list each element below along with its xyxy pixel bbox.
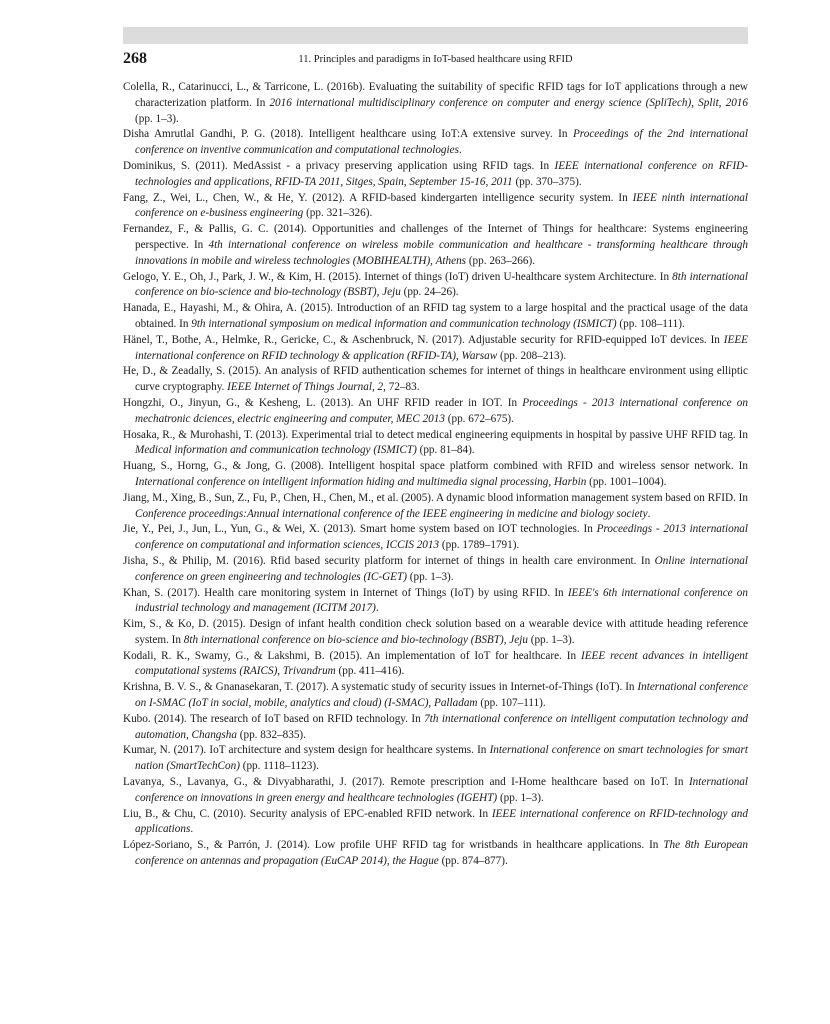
- reference-source: IEEE international conference on RFID-technology and applications: [135, 807, 748, 836]
- reference-entry: [123, 459, 748, 491]
- reference-text: Jisha, S., & Philip, M. (2016). Rfid based security platform for internet of things in health care environment. In: [123, 554, 655, 567]
- reference-text: (pp. 81–84).: [416, 444, 475, 457]
- reference-source: 7th international conference on intelligent computation technology and automation, Changsha: [135, 712, 749, 741]
- reference-entry: [123, 712, 748, 744]
- reference-text: Hosaka, R., & Murohashi, T. (2013). Experimental trial to detect medical engineering equipments in hospital by passive UHF RFID tag. In: [123, 428, 748, 441]
- reference-entry: [123, 743, 748, 775]
- reference-text: (pp. 672–675).: [444, 412, 514, 425]
- reference-text: López-Soriano, S., & Parrón, J. (2014). Low profile UHF RFID tag for wristbands in healthcare applications. In: [123, 839, 664, 852]
- reference-text: .: [190, 823, 194, 836]
- reference-text: , 72–83.: [383, 381, 420, 394]
- reference-entry: [123, 586, 748, 618]
- reference-entry: [123, 191, 748, 223]
- reference-text: .: [458, 144, 462, 157]
- reference-entry: [123, 775, 748, 807]
- reference-text: (pp. 370–375).: [512, 175, 582, 188]
- reference-source: Medical information and communication technology (ISMICT): [135, 444, 417, 457]
- running-title: 11. Principles and paradigms in IoT-based healthcare using RFID: [298, 54, 573, 65]
- reference-text: .: [647, 507, 651, 520]
- reference-text: (pp. 874–877).: [438, 855, 508, 868]
- reference-entry: [123, 127, 748, 159]
- reference-source: 8th international conference on bio-science and bio-technology (BSBT), Jeju: [183, 633, 528, 646]
- reference-entry: [123, 270, 748, 302]
- reference-text: .: [375, 602, 379, 615]
- reference-text: (pp. 108–111).: [616, 317, 685, 330]
- reference-source: IEEE international conference on RFID-technologies and applications, RFID-TA 2011, Sitges, Spain, September 15-16, 2011: [135, 159, 748, 188]
- reference-source: 4th international conference on wireless mobile communication and healthcare - transforming healthcare through innovations in mobile and wireless technologies (MOBIHEALTH), Athens: [135, 238, 748, 267]
- reference-text: (pp. 208–213).: [497, 349, 567, 362]
- reference-text: Kim, S., & Ko, D. (2015). Design of infant health condition check solution based on a wearable device with attitude heading reference system. In: [123, 618, 748, 646]
- reference-text: (pp. 24–26).: [400, 286, 459, 299]
- reference-text: (pp. 321–326).: [303, 207, 373, 220]
- reference-source: Conference proceedings:Annual international conference of the IEEE engineering in medicine and biology society: [135, 507, 648, 520]
- reference-source: IEEE recent advances in intelligent computational systems (RAICS), Trivandrum: [135, 649, 748, 678]
- reference-entry: [123, 333, 748, 365]
- reference-text: (pp. 1–3).: [527, 633, 575, 646]
- reference-text: Jie, Y., Pei, J., Jun, L., Yun, G., & Wei, X. (2013). Smart home system based on IOT technologies. In: [123, 523, 597, 536]
- reference-entry: [123, 522, 748, 554]
- reference-text: Lavanya, S., Lavanya, G., & Divyabharathi, J. (2017). Remote prescription and I-Home healthcare based on IoT. In: [123, 776, 689, 789]
- reference-text: (pp. 1–3).: [135, 112, 179, 125]
- reference-entry: [123, 364, 748, 396]
- reference-text: Huang, S., Horng, G., & Jong, G. (2008). Intelligent hospital space platform combined with RFID and wireless sensor network. In: [123, 460, 748, 473]
- reference-text: Krishna, B. V. S., & Gnanasekaran, T. (2017). A systematic study of security issues in Internet-of-Things (IoT). In: [123, 681, 638, 694]
- reference-entry: [123, 554, 748, 586]
- reference-text: Hanada, E., Hayashi, M., & Ohira, A. (2015). Introduction of an RFID tag system to a large hospital and the practical usage of the data obtained. In: [123, 302, 748, 330]
- reference-source: 8th international conference on bio-science and bio-technology (BSBT), Jeju: [135, 270, 749, 299]
- reference-source: Proceedings - 2013 international conference on mechatronic dciences, electric engineering and computer, MEC 2013: [135, 396, 748, 425]
- reference-text: (pp. 1789–1791).: [439, 539, 520, 552]
- reference-text: Hänel, T., Bothe, A., Helmke, R., Gericke, C., & Aschenbruck, N. (2017). Adjustable security for RFID-equipped IoT devices. In: [123, 333, 724, 346]
- reference-text: (pp. 107–111).: [477, 697, 546, 710]
- reference-source: Online international conference on green engineering and technologies (IC-GET): [135, 554, 748, 583]
- reference-entry: [123, 680, 748, 712]
- reference-text: Jiang, M., Xing, B., Sun, Z., Fu, P., Chen, H., Chen, M., et al. (2005). A dynamic blood information management system based on RFID. In: [123, 491, 748, 504]
- reference-text: He, D., & Zeadally, S. (2015). An analysis of RFID authentication schemes for internet of things in healthcare environment using elliptic curve cryptography.: [123, 365, 748, 394]
- reference-text: Dominikus, S. (2011). MedAssist - a privacy preserving application using RFID tags. In: [123, 159, 555, 172]
- reference-source: International conference on innovations in green energy and healthcare technologies (IGEHT): [135, 776, 748, 804]
- reference-entry: [123, 649, 748, 681]
- reference-entry: [123, 428, 748, 460]
- reference-source: 2016 international multidisciplinary conference on computer and energy science (SpliTech), Split, 2016: [269, 96, 748, 109]
- reference-text: (pp. 832–835).: [236, 728, 306, 741]
- reference-source: IEEE Internet of Things Journal, 2: [227, 381, 384, 394]
- reference-entry: [123, 159, 748, 191]
- reference-source: IEEE ninth international conference on e-business engineering: [135, 191, 748, 220]
- reference-text: Colella, R., Catarinucci, L., & Tarricone, L. (2016b). Evaluating the suitability of specific RFID tags for IoT applications through a new characterization platform. In: [123, 81, 748, 109]
- reference-source: International conference on intelligent information hiding and multimedia signal processing, Harbin: [135, 475, 587, 488]
- reference-text: Gelogo, Y. E., Oh, J., Park, J. W., & Kim, H. (2015). Internet of things (IoT) driven U-healthcare system Architecture. In: [123, 270, 673, 283]
- reference-text: (pp. 411–416).: [335, 665, 405, 678]
- reference-list: [123, 80, 748, 870]
- reference-entry: [123, 807, 748, 839]
- reference-source: 9th international symposium on medical information and communication technology (ISMICT): [191, 317, 617, 330]
- reference-text: (pp. 1–3).: [406, 570, 454, 583]
- reference-source: International conference on smart technologies for smart nation (SmartTechCon): [135, 744, 748, 773]
- reference-text: Khan, S. (2017). Health care monitoring system in Internet of Things (IoT) by using RFID. In: [123, 586, 568, 599]
- reference-text: Kodali, R. K., Swamy, G., & Lakshmi, B. (2015). An implementation of IoT for healthcare. In: [123, 649, 581, 662]
- reference-source: IEEE's 6th international conference on industrial technology and management (ICITM 2017): [135, 586, 748, 615]
- reference-entry: [123, 838, 748, 870]
- reference-text: (pp. 1118–1123).: [239, 760, 319, 773]
- reference-text: Disha Amrutlal Gandhi, P. G. (2018). Intelligent healthcare using IoT:A extensive survey. In: [123, 128, 573, 141]
- reference-entry: [123, 617, 748, 649]
- reference-text: Liu, B., & Chu, C. (2010). Security analysis of EPC-enabled RFID network. In: [123, 807, 492, 820]
- reference-text: Kubo. (2014). The research of IoT based on RFID technology. In: [123, 712, 425, 725]
- reference-source: International conference on I-SMAC (IoT in social, mobile, analytics and cloud) (I-SMAC), Palladam: [135, 681, 748, 710]
- reference-text: Fernandez, F., & Pallis, G. C. (2014). Opportunities and challenges of the Internet of Things for healthcare: Systems engineering perspective. In: [123, 223, 748, 251]
- reference-text: Hongzhi, O., Jinyun, G., & Kesheng, L. (2013). An UHF RFID reader in IOT. In: [123, 396, 523, 409]
- reference-text: Fang, Z., Wei, L., Chen, W., & He, Y. (2012). A RFID-based kindergarten intelligence security system. In: [123, 191, 633, 204]
- reference-entry: [123, 491, 748, 523]
- reference-entry: [123, 301, 748, 333]
- reference-entry: [123, 80, 748, 127]
- reference-source: Proceedings of the 2nd international conference on inventive communication and computational technologies: [135, 128, 748, 157]
- reference-text: (pp. 1001–1004).: [586, 475, 667, 488]
- reference-source: Proceedings - 2013 international conference on computational and information sciences, ICCIS 2013: [135, 523, 748, 552]
- reference-source: The 8th European conference on antennas and propagation (EuCAP 2014), the Hague: [135, 839, 748, 868]
- reference-text: Kumar, N. (2017). IoT architecture and system design for healthcare systems. In: [123, 744, 490, 757]
- reference-source: IEEE international conference on RFID technology & application (RFID-TA), Warsaw: [135, 333, 748, 362]
- header-bar: [123, 27, 748, 44]
- reference-entry: [123, 222, 748, 269]
- reference-entry: [123, 396, 748, 428]
- reference-text: (pp. 1–3).: [497, 791, 544, 804]
- reference-text: (pp. 263–266).: [466, 254, 535, 267]
- page-number: 268: [123, 50, 147, 67]
